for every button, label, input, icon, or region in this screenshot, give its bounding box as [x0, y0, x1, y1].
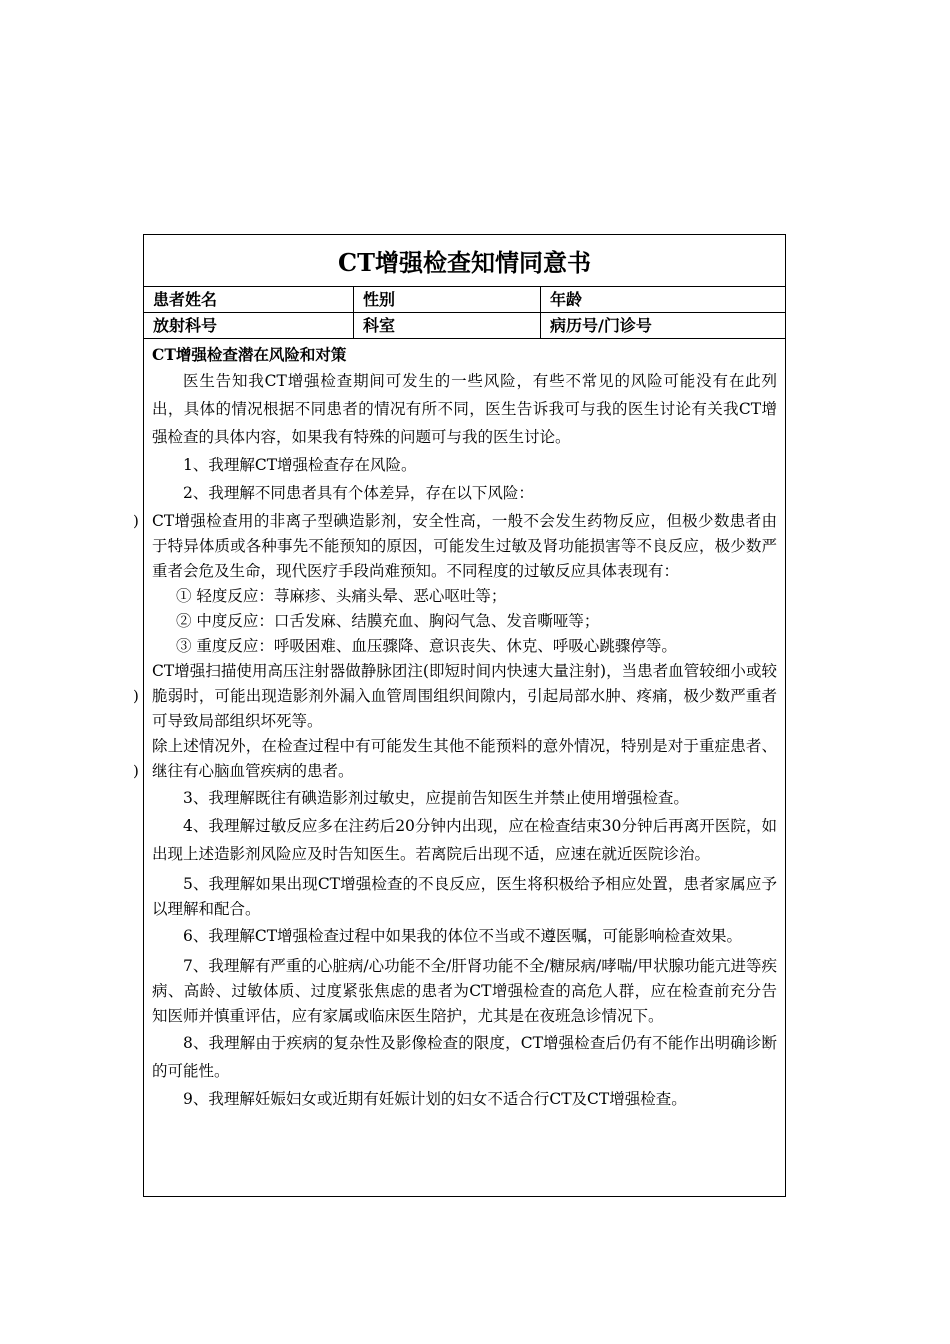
info-row-1 [144, 287, 785, 313]
intro-paragraph: 医生告知我CT增强检查期间可发生的一些风险，有些不常见的风险可能没有在此列出，具体的情况根据不同患者的情况有所不同，医生告诉我可与我的医生讨论有关我CT增强检查的具体内容，如果我有特殊的问题可与我的医生讨论。 [152, 372, 777, 446]
department-label: 科室 [354, 313, 541, 338]
age-label: 年龄 [550, 290, 583, 309]
info-row-2 [144, 313, 785, 339]
risk-3: 除上述情况外，在检查过程中有可能发生其他不能预料的意外情况，特别是对于重症患者、继往有心脑血管疾病的患者。 [152, 737, 777, 780]
risk-marker-1: ) [133, 512, 139, 530]
radiology-no-label: 放射科号 [144, 313, 354, 338]
risk-1: CT增强检查用的非离子型碘造影剂，安全性高，一般不会发生药物反应，但极少数患者由于特异体质或各种事先不能预知的原因，可能发生过敏及肾功能损害等不良反应，极少数严重者会危及生命，现代医疗手段尚难预知。不同程度的过敏反应具体表现有： [152, 512, 777, 580]
item-7: 7、我理解有严重的心脏病/心功能不全/肝肾功能不全/糖尿病/哮喘/甲状腺功能亢进等疾病、高龄、过敏体质、过度紧张焦虑的患者为CT增强检查的高危人群，应在检查前充分告知医师并慎重评估，应有家属或临床医生陪护，尤其是在夜班急诊情况下。 [152, 957, 777, 1025]
item-9: 9、我理解妊娠妇女或近期有妊娠计划的妇女不适合行CT及CT增强检查。 [183, 1090, 687, 1108]
record-no-label: 病历号/门诊号 [550, 316, 652, 335]
risk-marker-3: ) [133, 762, 139, 780]
title-row [144, 235, 785, 287]
consent-form [143, 234, 786, 1197]
document-title: CT增强检查知情同意书 [338, 248, 591, 277]
section-title: CT增强检查潜在风险和对策 [152, 345, 347, 364]
item-5: 5、我理解如果出现CT增强检查的不良反应，医生将积极给予相应处置，患者家属应予以理解和配合。 [152, 875, 777, 918]
risk-marker-2: ) [133, 687, 139, 705]
reaction-mild: ① 轻度反应：荨麻疹、头痛头晕、恶心呕吐等； [176, 587, 507, 605]
consent-body [144, 339, 785, 1113]
reaction-moderate: ② 中度反应：口舌发麻、结膜充血、胸闷气急、发音嘶哑等； [176, 612, 600, 630]
item-1: 1、我理解CT增强检查存在风险。 [183, 456, 417, 474]
item-8: 8、我理解由于疾病的复杂性及影像检查的限度，CT增强检查后仍有不能作出明确诊断的可能性。 [152, 1034, 777, 1080]
item-2: 2、我理解不同患者具有个体差异，存在以下风险： [183, 484, 534, 502]
reaction-severe: ③ 重度反应：呼吸困难、血压骤降、意识丧失、休克、呼吸心跳骤停等。 [176, 637, 677, 655]
patient-name-label: 患者姓名 [144, 287, 354, 312]
item-6: 6、我理解CT增强检查过程中如果我的体位不当或不遵医嘱，可能影响检查效果。 [183, 927, 743, 945]
gender-label: 性别 [354, 287, 541, 312]
item-4: 4、我理解过敏反应多在注药后20分钟内出现，应在检查结束30分钟后再离开医院，如出现上述造影剂风险应及时告知医生。若离院后出现不适，应速在就近医院诊治。 [152, 817, 777, 863]
risk-2: CT增强扫描使用高压注射器做静脉团注(即短时间内快速大量注射)，当患者血管较细小或较脆弱时，可能出现造影剂外漏入血管周围组织间隙内，引起局部水肿、疼痛，极少数严重者可导致局部组织坏死等。 [152, 662, 777, 730]
item-3: 3、我理解既往有碘造影剂过敏史，应提前告知医生并禁止使用增强检查。 [183, 789, 689, 807]
